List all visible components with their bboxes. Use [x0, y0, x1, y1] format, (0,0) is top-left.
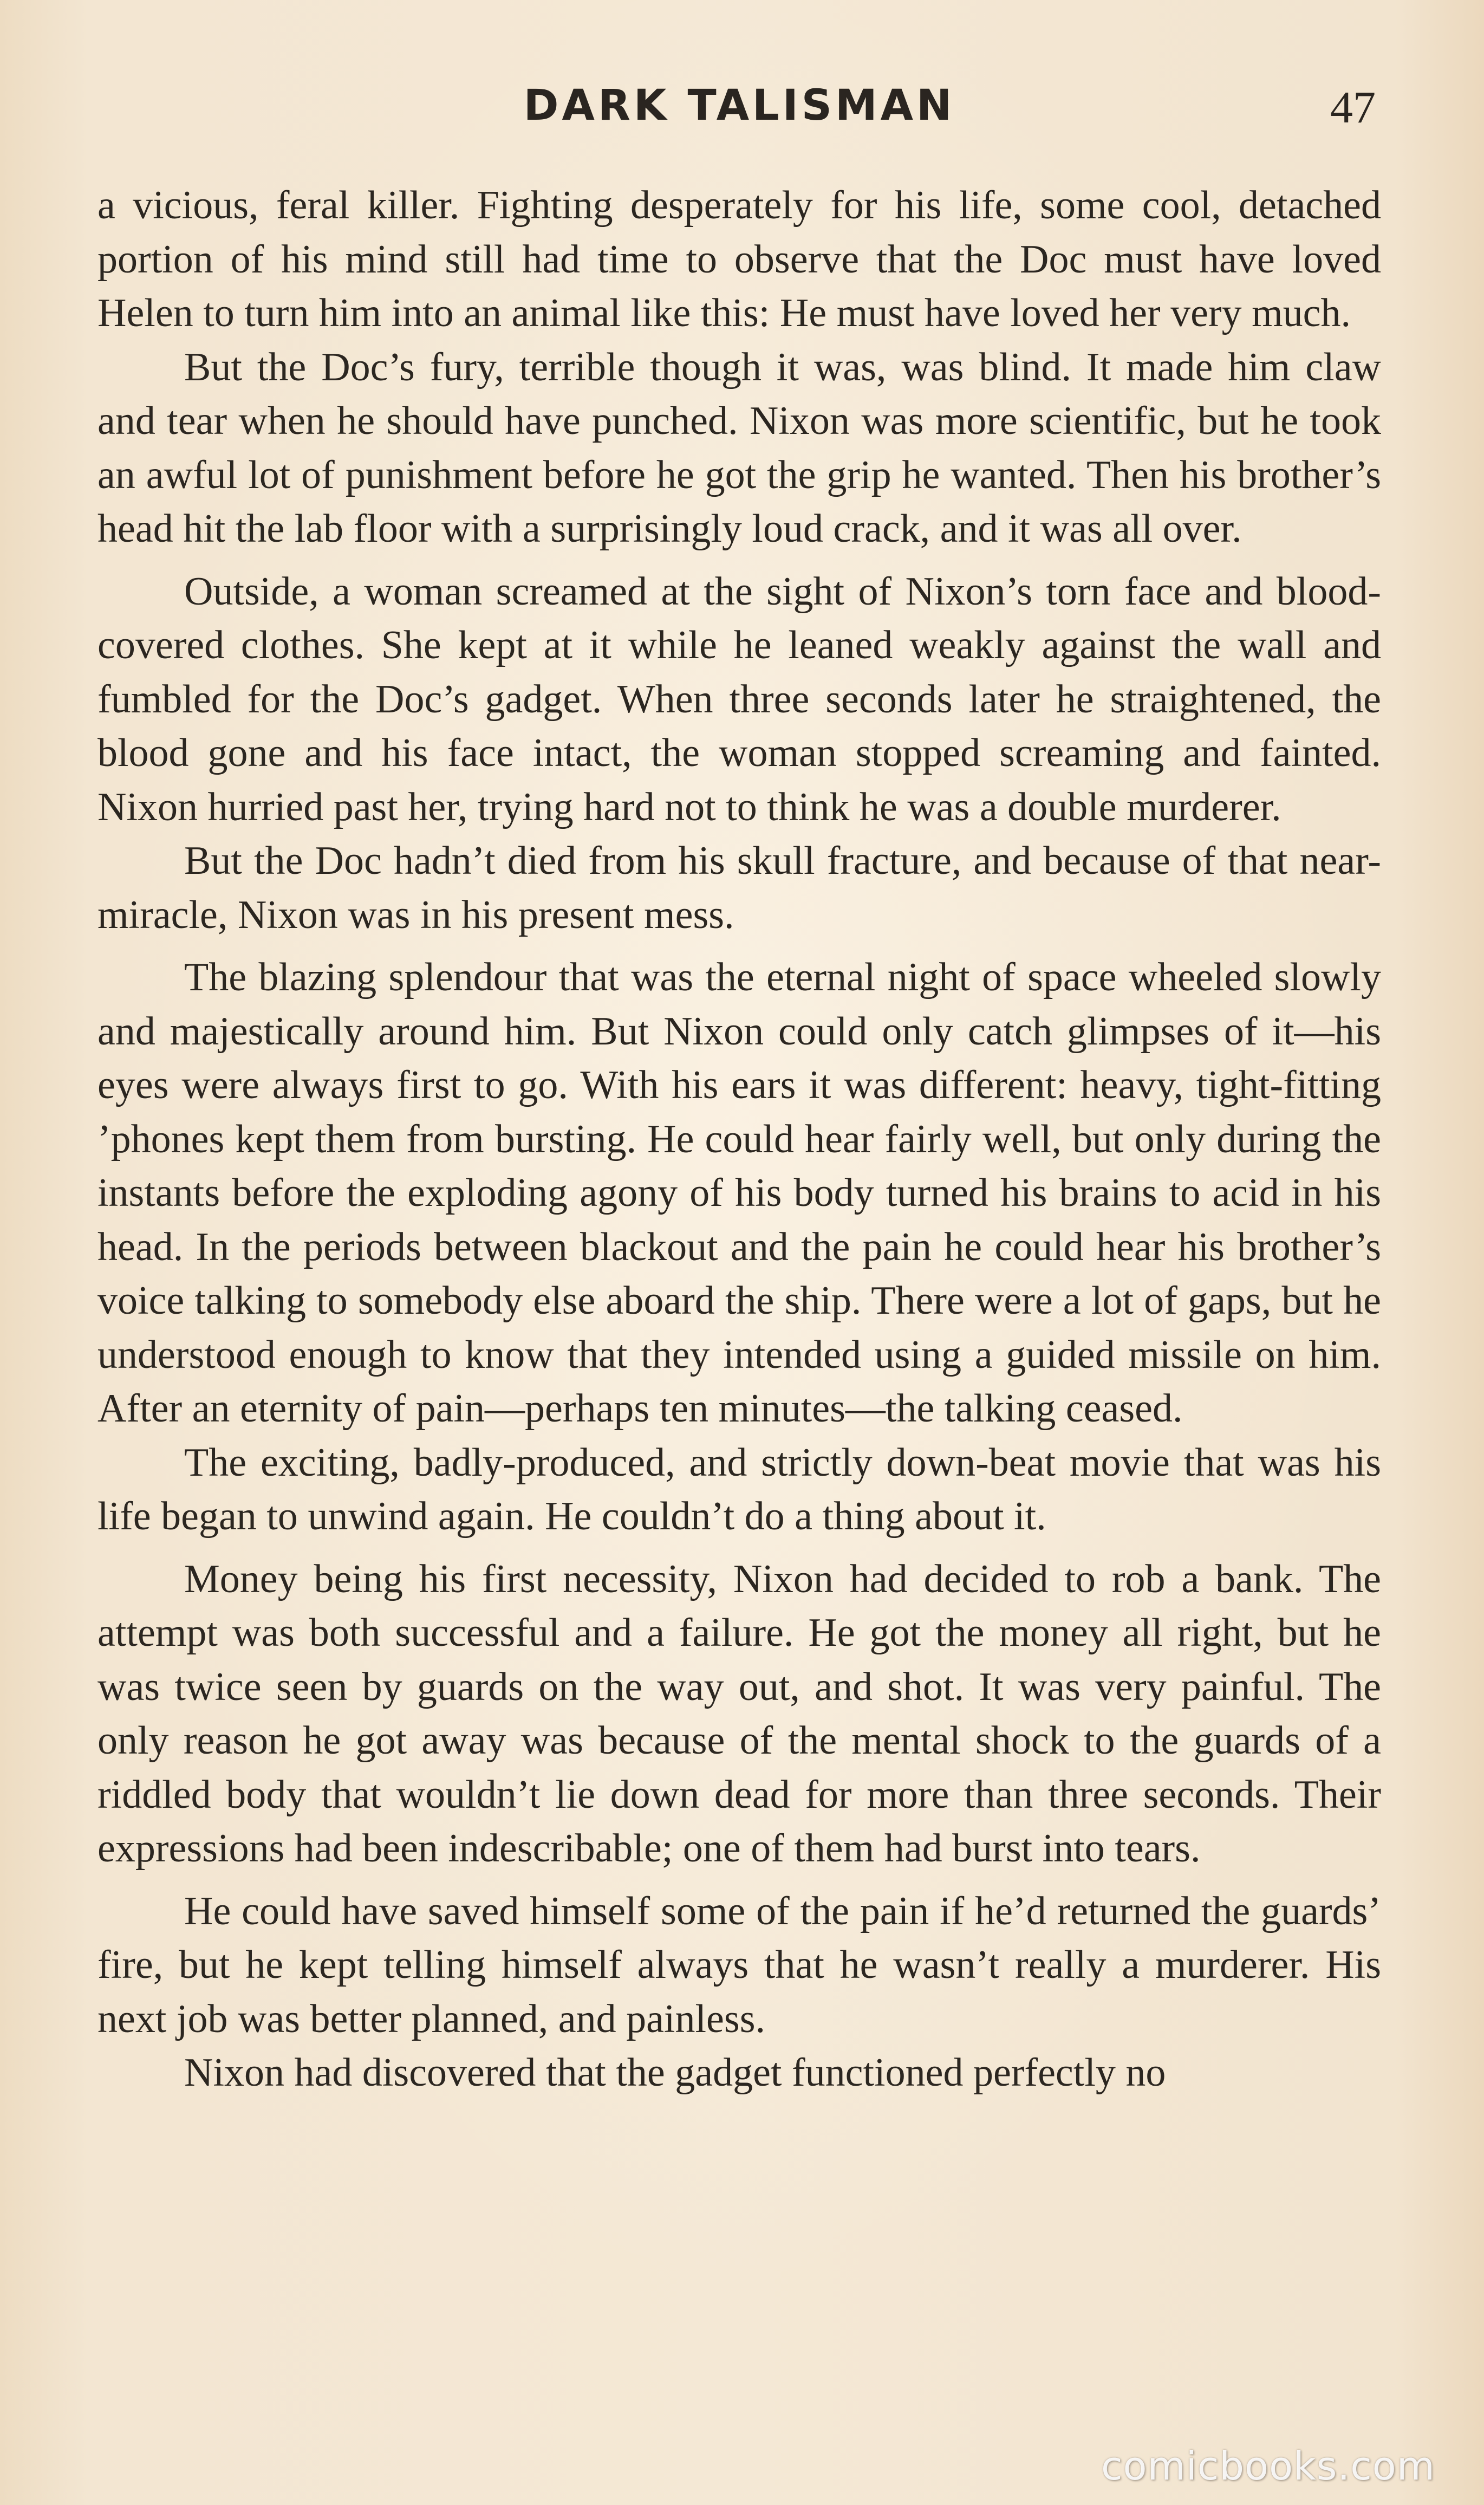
paragraph: But the Doc hadn’t died from his skull fracture, and because of that near-miracle, Nixon was in his present mess.: [97, 839, 1381, 937]
body-text: [97, 179, 1381, 2100]
paragraph: Outside, a woman screamed at the sight of Nixon’s torn face and blood-covered clothes. She kept at it while he leaned weakly against the wall and fumbled for the Doc’s gadget. When three seconds later he straightened, the blood gone and his face intact, the woman stopped screaming and fainted. Nixon hurried past her, trying hard not to think he was a double murderer.: [97, 569, 1381, 829]
page-number: 47: [1330, 82, 1376, 133]
paragraph: The blazing splendour that was the eternal night of space wheeled slowly and majestically around him. But Nixon could only catch glimpses of it—his eyes were always first to go. With his ears it was different: heavy, tight-fitting ’phones kept them from bursting. He could hear fairly well, but only during the instants before the exploding agony of his body turned his brains to acid in his head. In the periods between blackout and the pain he could hear his brother’s voice talking to somebody else aboard the ship. There were a lot of gaps, but he understood enough to know that they intended using a guided missile on him. After an eternity of pain—perhaps ten minutes—the talking ceased.: [97, 955, 1381, 1431]
paragraph: a vicious, feral killer. Fighting desperately for his life, some cool, detached portion of his mind still had time to observe that the Doc must have loved Helen to turn him into an animal like this: He must have loved her very much.: [97, 183, 1381, 335]
watermark: comicbooks.com: [1101, 2443, 1435, 2489]
paragraph: But the Doc’s fury, terrible though it was, was blind. It made him claw and tear when he should have punched. Nixon was more scientific, but he took an awful lot of punishment before he got the grip he wanted. Then his brother’s head hit the lab floor with a surprisingly loud crack, and it was all over.: [97, 345, 1381, 551]
paragraph: Nixon had discovered that the gadget functioned perfectly no: [184, 2050, 1166, 2095]
running-title: DARK TALISMAN: [523, 81, 955, 130]
paragraph: The exciting, badly-produced, and strictly down-beat movie that was his life began to unwind again. He couldn’t do a thing about it.: [97, 1440, 1381, 1539]
page-header: [97, 81, 1381, 141]
paragraph: He could have saved himself some of the pain if he’d returned the guards’ fire, but he kept telling himself always that he wasn’t really a murderer. His next job was better planned, and painless.: [97, 1889, 1381, 2041]
paragraph: Money being his first necessity, Nixon had decided to rob a bank. The attempt was both successful and a failure. He got the money all right, but he was twice seen by guards on the way out, and shot. It was very painful. The only reason he got away was because of the mental shock to the guards of a riddled body that wouldn’t lie down dead for more than three seconds. Their expressions had been indescribable; one of them had burst into tears.: [97, 1556, 1381, 1871]
